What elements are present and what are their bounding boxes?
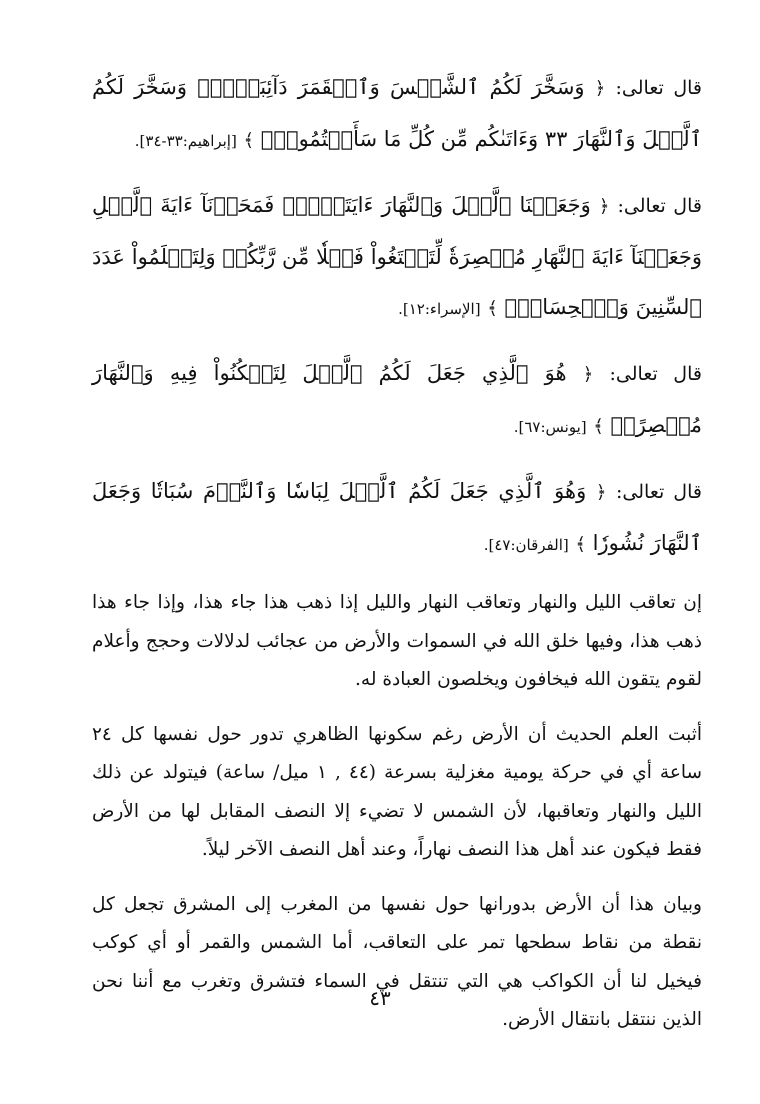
verse-text: وَسَخَّرَ لَكُمُ ٱلشَّمۡسَ وَٱلۡقَمَرَ دَآئِبَيۡنِۖ وَسَخَّرَ لَكُمُ ٱلَّيۡلَ وَٱلنَّهَارَ ٣٣ وَءَاتَىٰكُم مِّن كُلِّ مَا سَأَلۡتُمُوهُۚ [92,75,702,151]
body-paragraph: إن تعاقب الليل والنهار وتعاقب النهار والليل إذا ذهب هذا جاء هذا، وإذا جاء هذا ذهب هذا، وفيها خلق الله في السموات والأرض من عجائب لدلالات وحجج وأعلام لقوم يتقون الله فيخافون ويخلصون العبادة له. [92,592,702,690]
verse-reference: [يونس:٦٧]. [513,418,587,436]
body-paragraph: أثبت العلم الحديث أن الأرض رغم سكونها الظاهري تدور حول نفسها كل ٢٤ ساعة أي في حركة يومية مغزلية بسرعة (٤٤ , ١ ميل/ ساعة) فيتولد عن ذلك الليل والنهار وتعاقبها، لأن الشمس لا تضيء إلا النصف المقابل لها من الأرض فقط فيكون عند أهل هذا النصف نهاراً، وعند أهل النصف الآخر ليلاً. [92,723,703,860]
verse-block [92,348,702,452]
verse-text: هُوَ ٱلَّذِي جَعَلَ لَكُمُ ٱلَّيۡلَ لِتَسۡكُنُواْ فِيهِ وَٱلنَّهَارَ مُبۡصِرًاۚ [92,361,702,437]
verse-text: وَجَعَلۡنَا ٱلَّيۡلَ وَٱلنَّهَارَ ءَايَتَيۡنِۖ فَمَحَوۡنَآ ءَايَةَ ٱلَّيۡلِ وَجَعَلۡنَآ ءَايَةَ ٱلنَّهَارِ مُبۡصِرَةٗ لِّتَبۡتَغُواْ فَضۡلٗا مِّن رَّبِّكُمۡ وَلِتَعۡلَمُواْ عَدَدَ ٱلسِّنِينَ وَٱلۡحِسَابَۚ [92,193,702,319]
verse-open-bracket: ﴿ [595,482,607,503]
page-body [92,62,702,1056]
verse-intro: قال تعالى: [615,77,702,99]
body-paragraph: وبيان هذا أن الأرض بدورانها حول نفسها من المغرب إلى المشرق تجعل كل نقطة من نقاط سطحها تمر على التعاقب، أما الشمس والقمر أو أي كوكب فيخيل لنا أن الكواكب هي التي تنتقل في السماء فتشرق وتغرب مع أننا نحن الذين ننتقل بانتقال الأرض. [92,893,702,1030]
verse-intro: قال تعالى: [609,363,702,385]
verse-intro: قال تعالى: [616,481,702,503]
verse-close-bracket: ﴾ [593,416,604,437]
verse-open-bracket: ﴿ [594,78,606,99]
verse-reference: [الفرقان:٤٧]. [483,536,569,554]
verse-reference: [الإسراء:١٢]. [398,300,481,318]
verse-reference: [إبراهيم:٣٣-٣٤]. [134,132,237,150]
verse-close-bracket: ﴾ [575,534,586,555]
verse-block [92,62,702,166]
verse-block [92,180,702,334]
verse-text: وَهُوَ ٱلَّذِي جَعَلَ لَكُمُ ٱلَّيۡلَ لِبَاسٗا وَٱلنَّوۡمَ سُبَاتٗا وَجَعَلَ ٱلنَّهَارَ نُشُورٗا [92,479,702,555]
verse-intro: قال تعالى: [617,195,702,217]
verse-open-bracket: ﴿ [582,364,594,385]
verse-close-bracket: ﴾ [487,298,498,319]
page-number: ٤٣ [369,986,391,1010]
verse-close-bracket: ﴾ [243,130,255,151]
verse-block [92,466,702,570]
verse-open-bracket: ﴿ [598,196,610,217]
